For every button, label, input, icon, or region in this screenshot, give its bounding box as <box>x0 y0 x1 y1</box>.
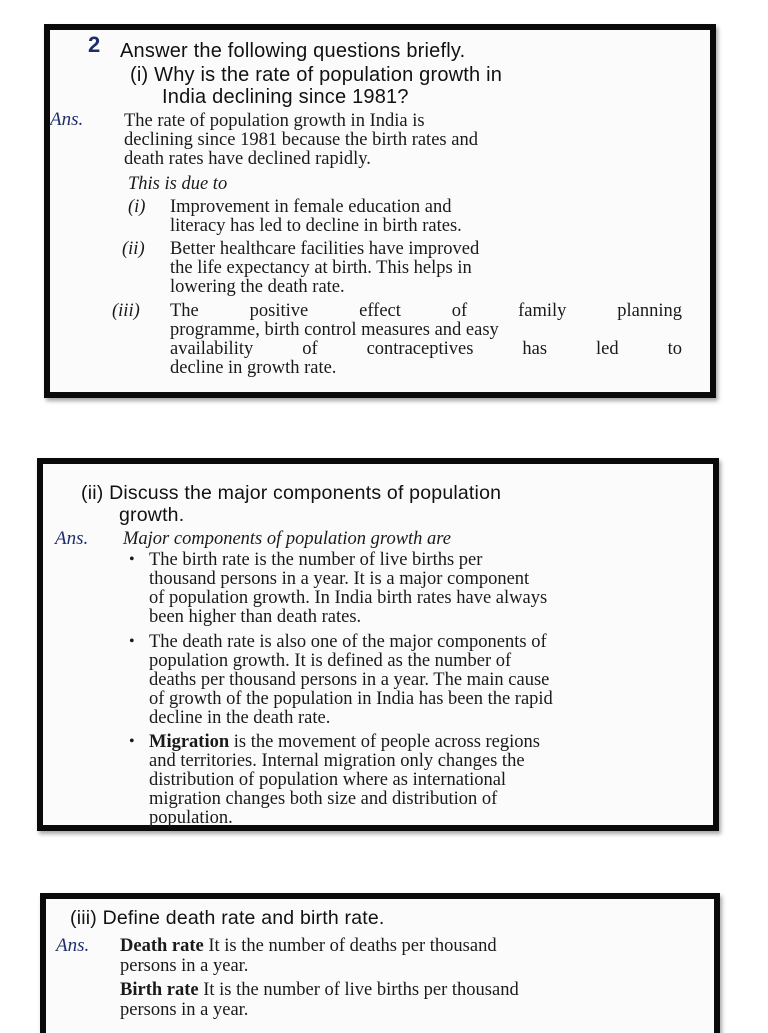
migration-term: Migration <box>149 732 230 752</box>
point-line: Improvement in female education and <box>170 197 452 217</box>
bullet-line: of growth of the population in India has been the rapid <box>149 689 553 709</box>
point-line: availability of contraceptives has led to <box>170 339 682 359</box>
question-line-1: (ii) Discuss the major components of population <box>81 482 502 504</box>
point-number: (ii) <box>122 239 145 259</box>
point-line: the life expectancy at birth. This helps in <box>170 258 472 278</box>
point-line: decline in growth rate. <box>170 358 337 378</box>
bullet-icon: • <box>129 633 135 650</box>
point-line: The positive effect of family planning <box>170 301 682 321</box>
due-to-label: This is due to <box>128 174 228 194</box>
answer-label: Ans. <box>50 109 84 130</box>
bullet-line: population growth. It is defined as the number of <box>149 651 512 671</box>
point-number: (iii) <box>112 301 140 321</box>
point-line: Better healthcare facilities have improved <box>170 239 480 259</box>
bullet-line: and territories. Internal migration only changes the <box>149 751 525 771</box>
bullet-line: The death rate is also one of the major components of <box>149 632 547 652</box>
point-line: lowering the death rate. <box>170 277 345 297</box>
bullet-line: population. <box>149 808 233 828</box>
birth-rate-def: It is the number of live births per thousand <box>198 980 519 1000</box>
point-line: literacy has led to decline in birth rates. <box>170 216 462 236</box>
answer-line: death rates have declined rapidly. <box>124 149 371 169</box>
answer-line: declining since 1981 because the birth rates and <box>124 130 478 150</box>
question-title: Answer the following questions briefly. <box>120 40 466 62</box>
bullet-line: distribution of population where as international <box>149 770 507 790</box>
sub-question-line-1: (i) Why is the rate of population growth in <box>130 64 503 86</box>
migration-def: is the movement of people across regions <box>229 732 540 752</box>
question-number: 2 <box>88 32 101 57</box>
point-line: programme, birth control measures and easy <box>170 320 499 340</box>
bullet-line <box>149 733 540 752</box>
death-rate-line <box>120 937 497 956</box>
bullet-icon: • <box>129 551 135 568</box>
question-ii-panel <box>37 458 719 831</box>
bullet-line: of population growth. In India birth rates have always <box>149 588 548 608</box>
answer-label: Ans. <box>56 935 90 956</box>
bullet-line: been higher than death rates. <box>149 607 362 627</box>
birth-rate-line-2: persons in a year. <box>120 1000 249 1020</box>
question-line-2: growth. <box>119 504 185 526</box>
point-number: (i) <box>128 197 146 217</box>
bullet-icon: • <box>129 733 135 750</box>
sub-question-line-2: India declining since 1981? <box>162 86 409 108</box>
birth-rate-term: Birth rate <box>120 980 199 1000</box>
death-rate-def: It is the number of deaths per thousand <box>203 936 497 956</box>
bullet-line: The birth rate is the number of live births per <box>149 550 483 570</box>
bullet-line: decline in the death rate. <box>149 708 331 728</box>
death-rate-term: Death rate <box>120 936 204 956</box>
bullet-line: deaths per thousand persons in a year. The main cause <box>149 670 550 690</box>
question-iii-panel <box>40 893 720 1033</box>
question-2-panel <box>44 24 716 398</box>
birth-rate-line <box>120 981 519 1000</box>
answer-intro: Major components of population growth are <box>123 529 452 549</box>
answer-line: The rate of population growth in India is <box>124 111 425 131</box>
death-rate-line-2: persons in a year. <box>120 956 249 976</box>
question-line: (iii) Define death rate and birth rate. <box>70 907 385 929</box>
answer-label: Ans. <box>55 528 89 549</box>
bullet-line: thousand persons in a year. It is a major component <box>149 569 530 589</box>
bullet-line: migration changes both size and distribution of <box>149 789 498 809</box>
